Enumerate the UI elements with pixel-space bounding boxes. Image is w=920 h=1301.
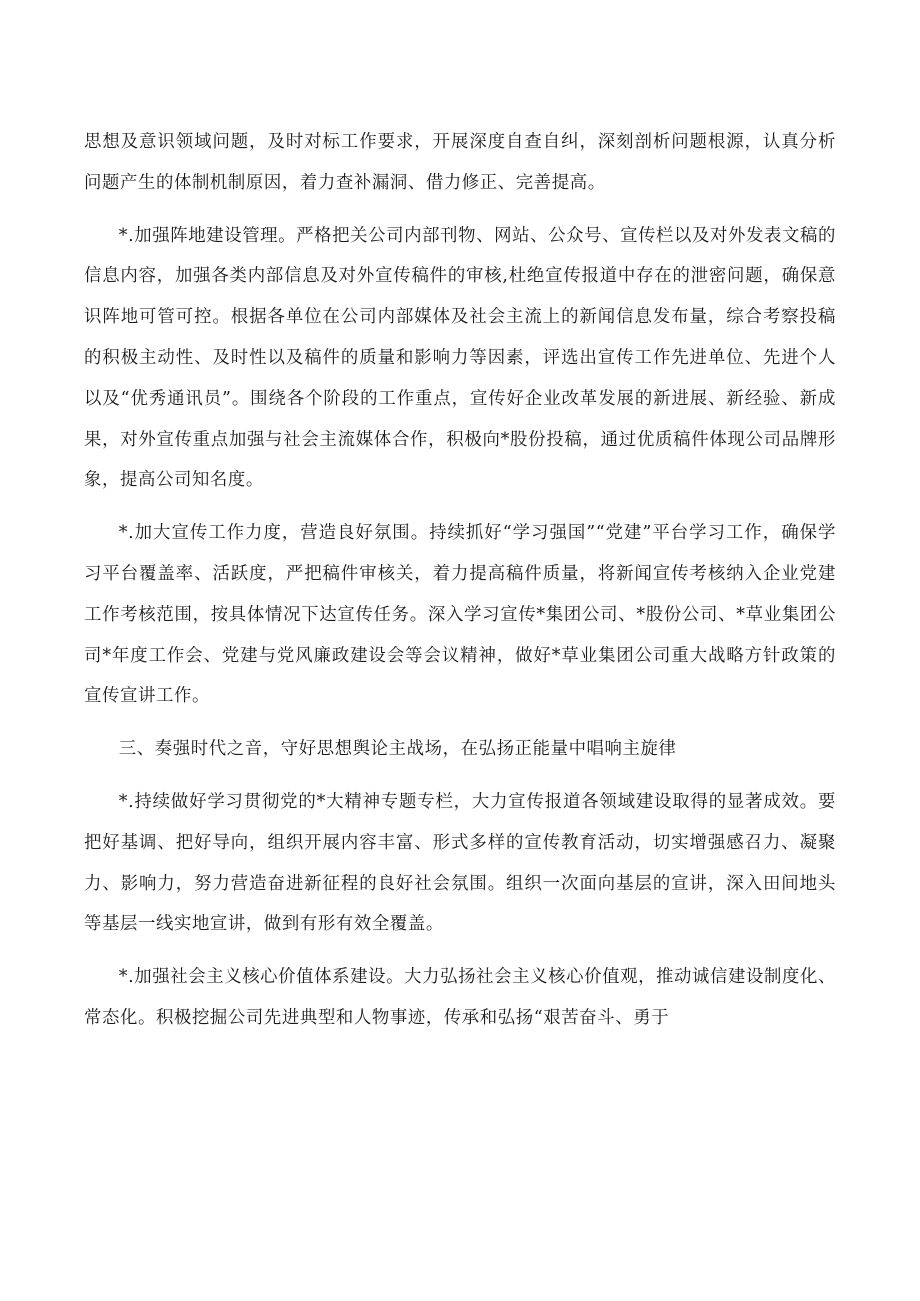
document-body bbox=[84, 122, 836, 1039]
paragraph-position-management: *.加强阵地建设管理。严格把关公司内部刊物、网站、公众号、宣传栏以及对外发表文稿的信息内容，加强各类内部信息及对外宣传稿件的审核,杜绝宣传报道中存在的泄密问题，确保意识阵地可管可控。根据各单位在公司内部媒体及社会主流上的新闻信息发布量，综合考察投稿的积极主动性、及时性以及稿件的质量和影响力等因素，评选出宣传工作先进单位、先进个人以及“优秀通讯员”。围绕各个阶段的工作重点，宣传好企业改革发展的新进展、新经验、新成果，对外宣传重点加强与社会主流媒体合作，积极向*股份投稿，通过优质稿件体现公司品牌形象，提高公司知名度。 bbox=[84, 225, 836, 491]
paragraph-special-column: *.持续做好学习贯彻党的*大精神专题专栏，大力宣传报道各领域建设取得的显著成效。要把好基调、把好导向，组织开展内容丰富、形式多样的宣传教育活动，切实增强感召力、凝聚力、影响力，努力营造奋进新征程的良好社会氛围。组织一次面向基层的宣讲，深入田间地头等基层一线实地宣讲，做到有形有效全覆盖。 bbox=[84, 791, 836, 935]
paragraph-core-values: *.加强社会主义核心价值体系建设。大力弘扬社会主义核心价值观，推动诚信建设制度化、常态化。积极挖掘公司先进典型和人物事迹，传承和弘扬“艰苦奋斗、勇于 bbox=[84, 967, 836, 1028]
paragraph-continuation: 思想及意识领域问题，及时对标工作要求，开展深度自查自纠，深刻剖析问题根源，认真分析问题产生的体制机制原因，着力查补漏洞、借力修正、完善提高。 bbox=[84, 132, 836, 193]
paragraph-publicity-efforts: *.加大宣传工作力度，营造良好氛围。持续抓好“学习强国”“党建”平台学习工作，确保学习平台覆盖率、活跃度，严把稿件审核关，着力提高稿件质量，将新闻宣传考核纳入企业党建工作考核范围，按具体情况下达宣传任务。深入学习宣传*集团公司、*股份公司、*草业集团公司*年度工作会、党建与党风廉政建设会等会议精神，做好*草业集团公司重大战略方针政策的宣传宣讲工作。 bbox=[84, 523, 836, 707]
section-heading-three: 三、奏强时代之音，守好思想舆论主战场，在弘扬正能量中唱响主旋律 bbox=[118, 739, 677, 760]
